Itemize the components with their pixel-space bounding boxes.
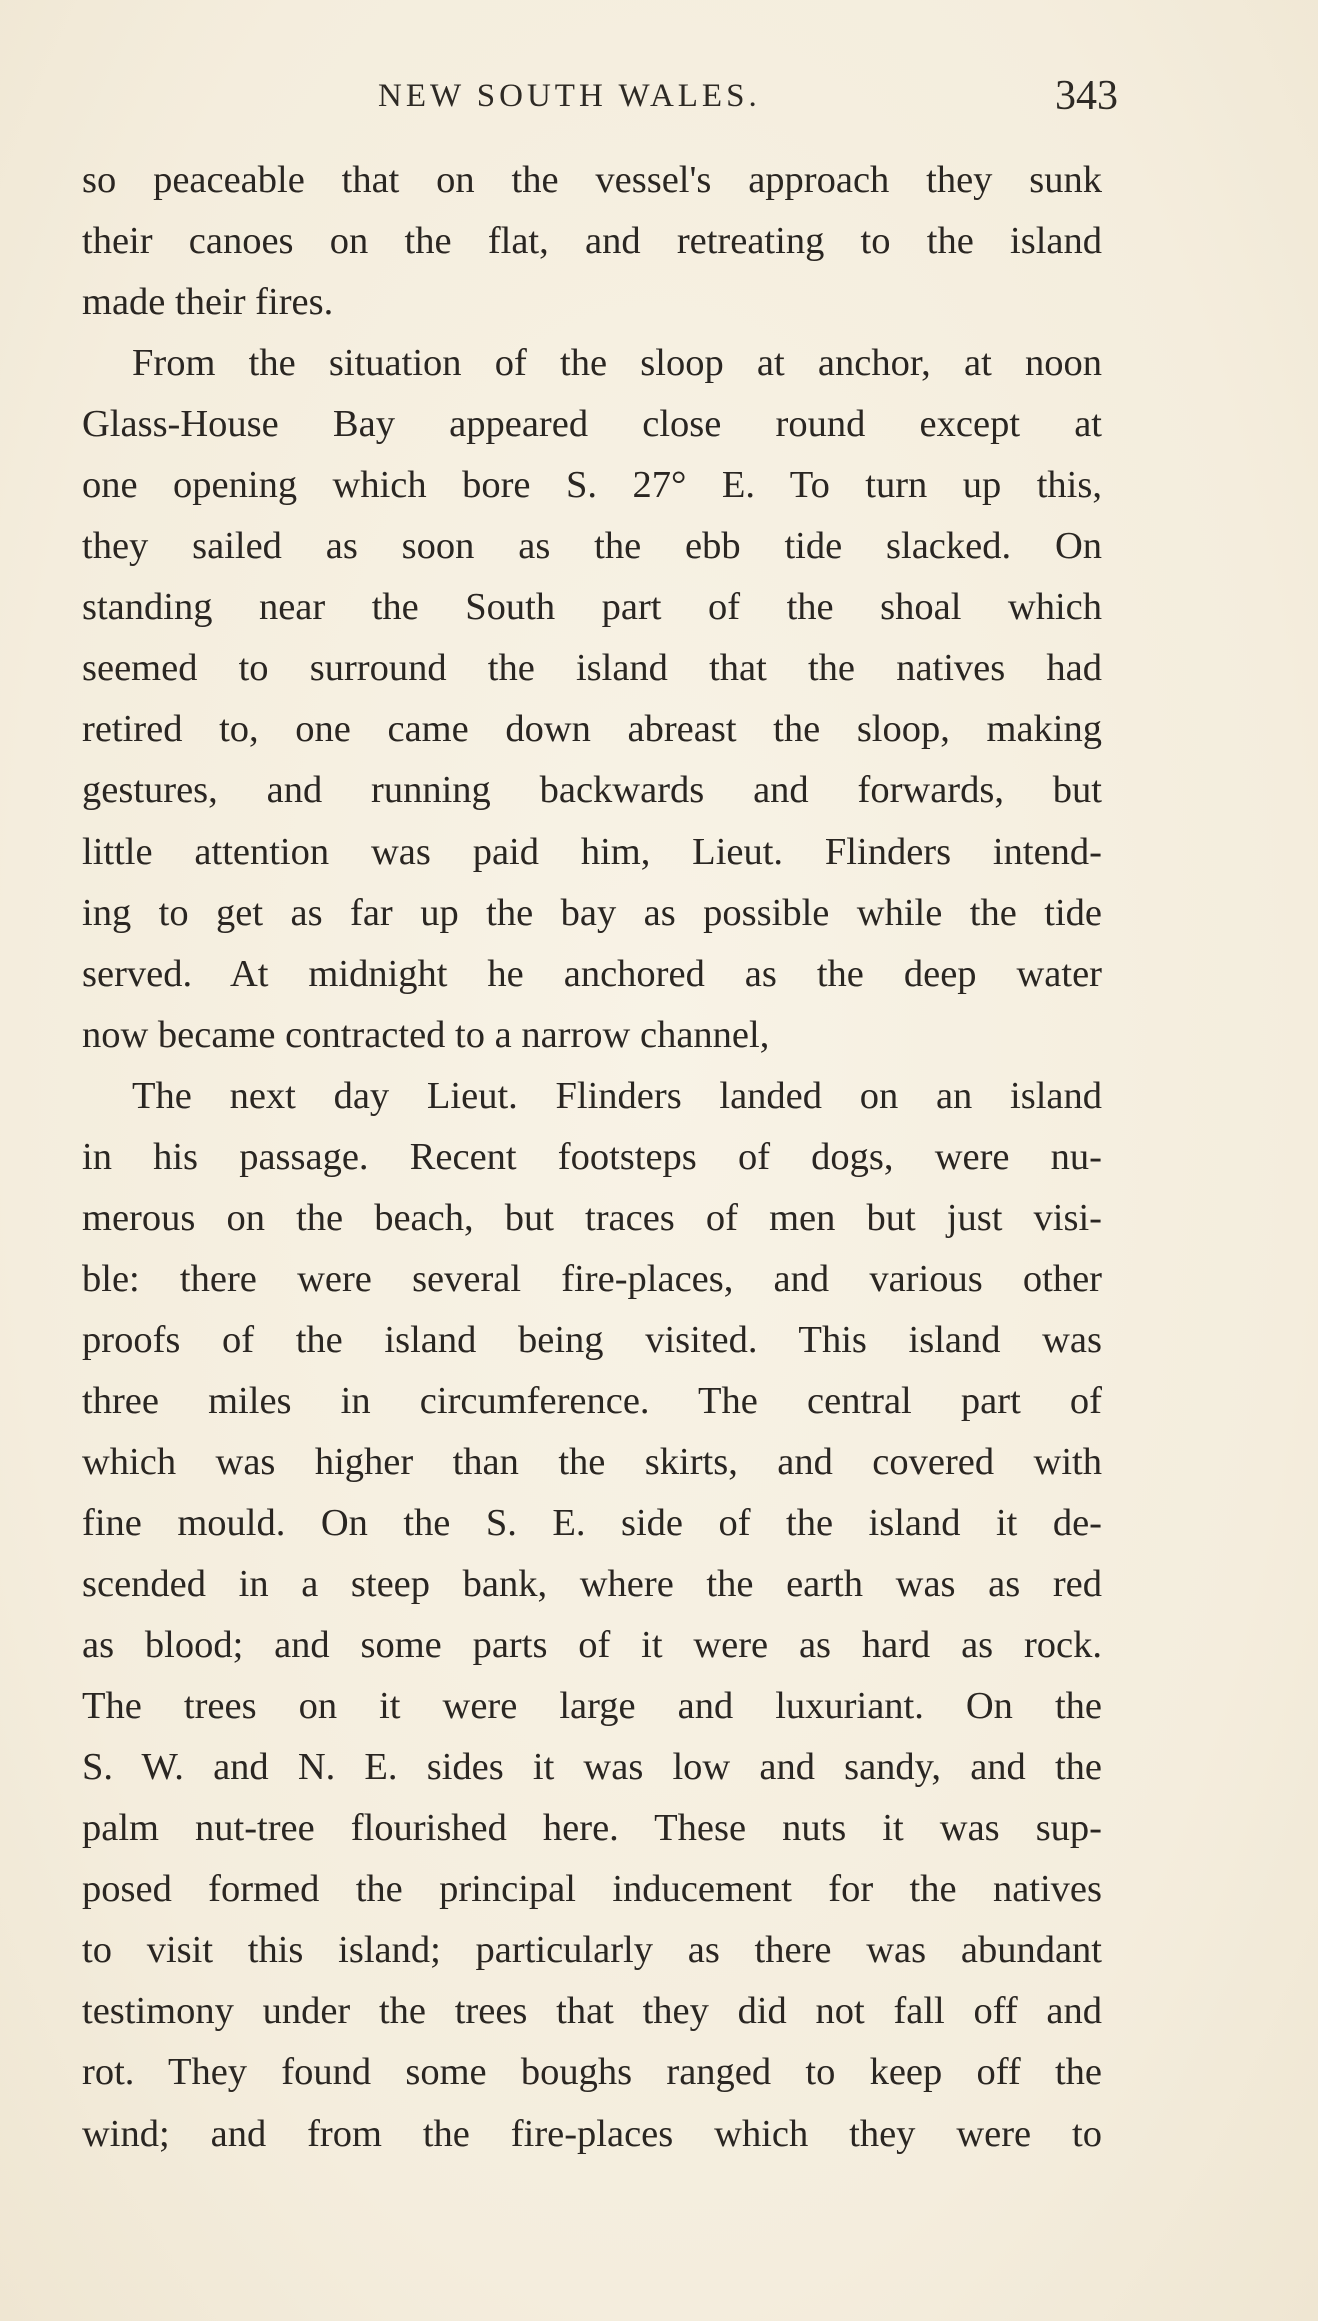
- text-line: testimony under the trees that they did not fall off and: [82, 1990, 1102, 2033]
- page-number: 343: [1055, 73, 1118, 119]
- text-line: three miles in circumference. The central part of: [82, 1379, 1102, 1422]
- text-line: scended in a steep bank, where the earth was as red: [82, 1563, 1102, 1606]
- text-line: The next day Lieut. Flinders landed on an island: [132, 1074, 1102, 1117]
- text-line: palm nut-tree flourished here. These nuts it was sup-: [82, 1807, 1102, 1850]
- text-line: retired to, one came down abreast the sloop, making: [82, 708, 1102, 751]
- text-line: The trees on it were large and luxuriant. On the: [82, 1685, 1102, 1728]
- text-line: posed formed the principal inducement for the natives: [82, 1868, 1102, 1911]
- text-line: S. W. and N. E. sides it was low and sandy, and the: [82, 1746, 1102, 1789]
- text-line: seemed to surround the island that the natives had: [82, 647, 1102, 690]
- text-line: made their fires.: [82, 281, 334, 324]
- text-line: one opening which bore S. 27° E. To turn up this,: [82, 464, 1102, 507]
- running-head: NEW SOUTH WALES.: [378, 78, 761, 114]
- text-line: which was higher than the skirts, and covered with: [82, 1440, 1102, 1483]
- text-line: as blood; and some parts of it were as hard as rock.: [82, 1624, 1102, 1667]
- text-line: wind; and from the fire-places which they were to: [82, 2112, 1102, 2155]
- text-line: their canoes on the flat, and retreating to the island: [82, 220, 1102, 263]
- text-line: rot. They found some boughs ranged to keep off the: [82, 2051, 1102, 2094]
- text-line: ble: there were several fire-places, and various other: [82, 1257, 1102, 1300]
- text-line: served. At midnight he anchored as the deep water: [82, 952, 1102, 995]
- text-line: proofs of the island being visited. This island was: [82, 1318, 1102, 1361]
- body-text: [82, 150, 1102, 2165]
- text-line: Glass-House Bay appeared close round except at: [82, 403, 1102, 446]
- text-line: now became contracted to a narrow channel,: [82, 1013, 770, 1056]
- text-line: in his passage. Recent footsteps of dogs, were nu-: [82, 1135, 1102, 1178]
- text-line: little attention was paid him, Lieut. Flinders intend-: [82, 830, 1102, 873]
- text-line: merous on the beach, but traces of men but just visi-: [82, 1196, 1102, 1239]
- text-line: From the situation of the sloop at anchor, at noon: [132, 342, 1102, 385]
- text-line: they sailed as soon as the ebb tide slacked. On: [82, 525, 1102, 568]
- text-line: fine mould. On the S. E. side of the island it de-: [82, 1502, 1102, 1545]
- text-line: ing to get as far up the bay as possible while the tide: [82, 891, 1102, 934]
- text-line: so peaceable that on the vessel's approach they sunk: [82, 159, 1102, 201]
- text-line: to visit this island; particularly as there was abundant: [82, 1929, 1102, 1972]
- text-line: standing near the South part of the shoal which: [82, 586, 1102, 629]
- text-line: gestures, and running backwards and forwards, but: [82, 769, 1102, 812]
